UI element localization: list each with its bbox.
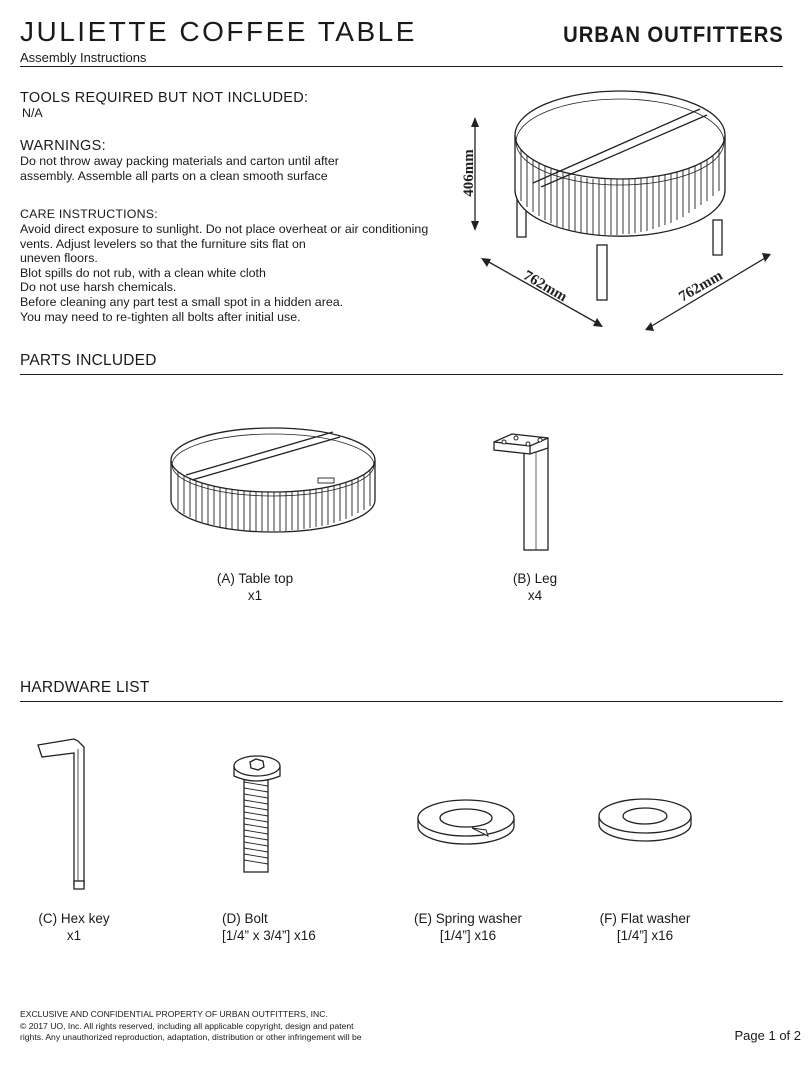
- part-d-caption: [222, 910, 316, 944]
- header-divider: [20, 66, 783, 67]
- width-label: 762mm: [676, 267, 726, 306]
- part-f-caption: [593, 910, 697, 944]
- part-f-qty: [1/4”] x16: [616, 928, 674, 943]
- leg-part-drawing: [490, 430, 560, 555]
- part-d-qty: [1/4” x 3/4”] x16: [222, 928, 316, 943]
- hex-key-drawing: [36, 735, 91, 895]
- care-line: uneven floors.: [20, 251, 98, 266]
- care-line: vents. Adjust levelers so that the furniture sits flat on: [20, 236, 306, 251]
- warnings-line: Do not throw away packing materials and carton until after: [20, 154, 339, 168]
- hardware-heading: HARDWARE LIST: [20, 679, 150, 696]
- care-line: Avoid direct exposure to sunlight. Do not place overheat or air conditioning: [20, 222, 429, 236]
- height-label: 406mm: [461, 149, 477, 197]
- part-d-label: (D) Bolt: [222, 911, 268, 926]
- part-e-qty: [1/4”] x16: [439, 928, 497, 943]
- legal-footer: [20, 1009, 362, 1044]
- flat-washer-drawing: [595, 792, 695, 842]
- warnings-heading: WARNINGS:: [20, 138, 106, 154]
- care-line: Do not use harsh chemicals.: [20, 280, 177, 295]
- warnings-line: assembly. Assemble all parts on a clean smooth surface: [20, 168, 328, 183]
- tools-value: N/A: [22, 106, 43, 120]
- care-text: [20, 222, 428, 324]
- part-b-label: (B) Leg: [512, 571, 558, 586]
- depth-label: 762mm: [520, 267, 570, 306]
- spring-washer-drawing: [412, 790, 522, 845]
- document-subtitle: Assembly Instructions: [20, 50, 147, 65]
- part-c-qty: x1: [66, 928, 82, 943]
- part-b-caption: [490, 570, 580, 604]
- tools-heading: TOOLS REQUIRED BUT NOT INCLUDED:: [20, 90, 309, 106]
- document-title: JULIETTE COFFEE TABLE: [20, 16, 417, 47]
- bolt-drawing: [228, 752, 288, 877]
- care-line: Blot spills do not rub, with a clean white cloth: [20, 265, 266, 280]
- part-a-qty: x1: [247, 588, 263, 603]
- part-b-qty: x4: [527, 588, 543, 603]
- footer-line: EXCLUSIVE AND CONFIDENTIAL PROPERTY OF URBAN OUTFITTERS, INC.: [20, 1009, 328, 1019]
- part-a-caption: [190, 570, 320, 604]
- part-c-label: (C) Hex key: [38, 911, 110, 926]
- footer-line: rights. Any unauthorized reproduction, adaptation, distribution or other infringement will be: [20, 1032, 362, 1042]
- table-top-drawing: [168, 420, 378, 540]
- part-c-caption: [30, 910, 118, 944]
- parts-heading: PARTS INCLUDED: [20, 352, 157, 369]
- parts-divider: [20, 374, 783, 375]
- part-e-label: (E) Spring washer: [413, 911, 523, 926]
- warnings-text: [20, 154, 339, 183]
- part-f-label: (F) Flat washer: [599, 911, 691, 926]
- part-e-caption: [408, 910, 528, 944]
- dimension-drawing: [455, 95, 785, 340]
- page-number: Page 1 of 2: [734, 1028, 801, 1043]
- footer-line: © 2017 UO, Inc. All rights reserved, including all applicable copyright, design and patent: [20, 1020, 354, 1031]
- part-a-label: (A) Table top: [216, 571, 294, 586]
- brand-logo: URBAN OUTFITTERS: [563, 22, 784, 47]
- care-line: You may need to re-tighten all bolts after initial use.: [20, 309, 301, 324]
- hardware-divider: [20, 701, 783, 702]
- care-heading: CARE INSTRUCTIONS:: [20, 207, 158, 221]
- care-line: Before cleaning any part test a small spot in a hidden area.: [20, 294, 344, 309]
